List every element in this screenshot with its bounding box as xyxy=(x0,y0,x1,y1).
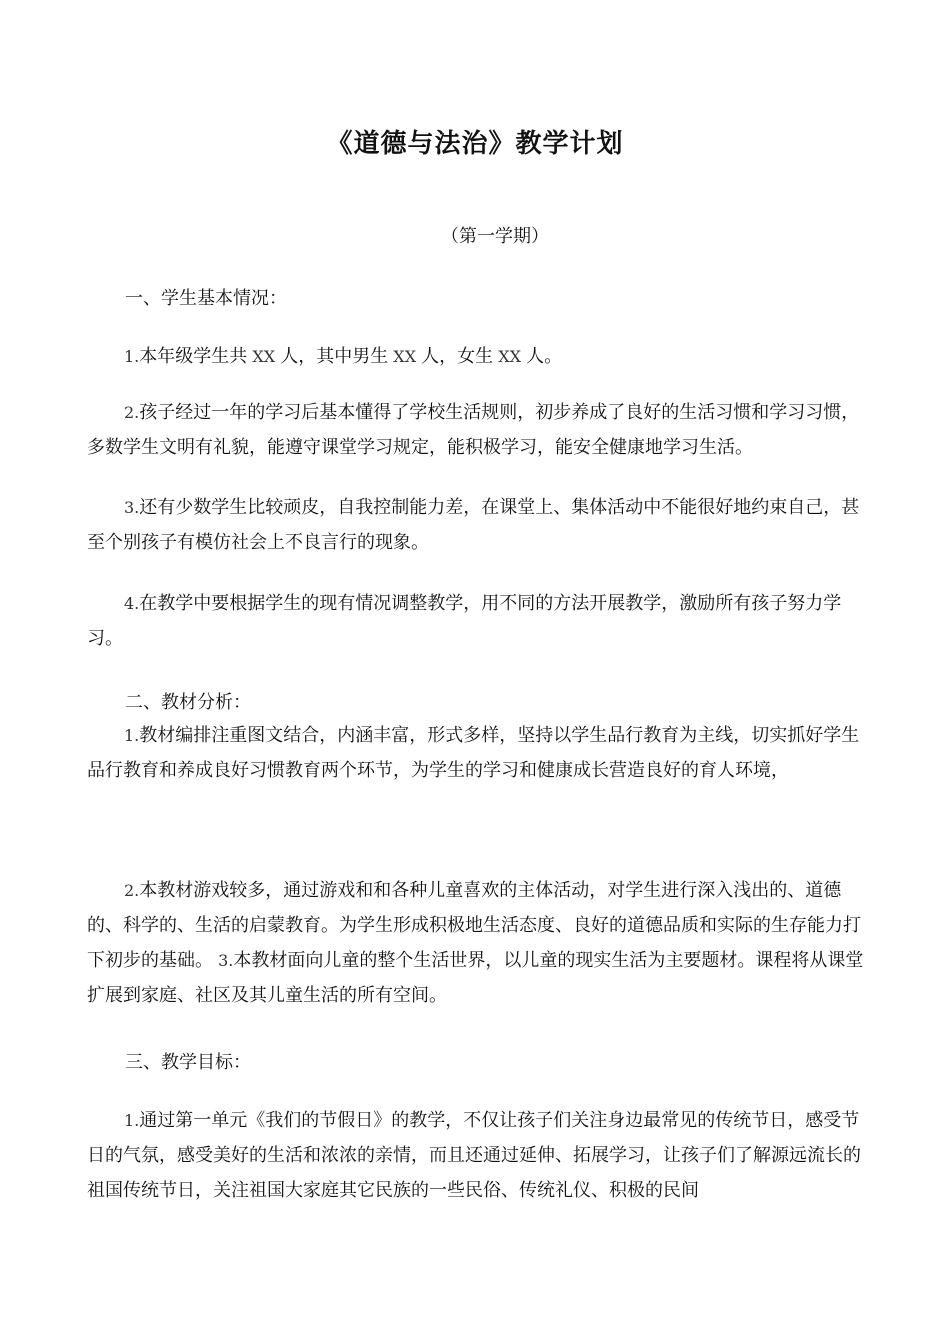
document-title: 《道德与法治》教学计划 xyxy=(326,129,624,159)
paragraph-text: 人。 xyxy=(526,346,563,367)
paragraph-text: 在教学中要根据学生的现有情况调整教学，用不同的方法开展教学，激励所有孩子努力学习。 xyxy=(87,593,842,649)
paragraph-text: 本年级学生共 xyxy=(139,346,248,367)
item-number: 1. xyxy=(124,726,140,745)
paragraph-text: 本教材游戏较多，通过游戏和和各种儿童喜欢的主体活动，对学生进行深入浅出的、道德的、科学的、生活的启蒙教育。为学生形成积极地生活态度、良好的道德品质和实际的生存能力打下初步的基础。 xyxy=(87,880,861,971)
paragraph-student-discipline xyxy=(87,490,865,560)
paragraph-text: 还有少数学生比较顽皮，自我控制能力差，在课堂上、集体活动中不能很好地约束自己，甚至个别孩子有模仿社会上不良言行的现象。 xyxy=(87,497,860,553)
paragraph-student-count xyxy=(87,339,865,374)
paragraph-text: 本教材面向儿童的整个生活世界，以儿童的现实生活为主要题材。课程将从课堂扩展到家庭、社区及其儿童生活的所有空间。 xyxy=(87,950,864,1006)
paragraph-teaching-adjustment xyxy=(87,586,865,656)
section-heading-students: 一、学生基本情况： xyxy=(125,288,287,309)
paragraph-text: 人，女生 xyxy=(421,346,494,367)
paragraph-text: 孩子经过一年的学习后基本懂得了学校生活规则，初步养成了良好的生活习惯和学习习惯，多数学生文明有礼貌，能遵守课堂学习规定，能积极学习，能安全健康地学习生活。 xyxy=(87,402,860,458)
placeholder-count: XX xyxy=(388,347,422,366)
item-number: 1. xyxy=(124,1111,140,1130)
paragraph-text: 人，其中男生 xyxy=(280,346,389,367)
document-subtitle: （第一学期） xyxy=(441,226,549,247)
section-heading-materials: 二、教材分析： xyxy=(125,692,251,713)
paragraph-material-games xyxy=(87,873,865,1013)
paragraph-material-layout xyxy=(87,718,865,788)
item-number: 3. xyxy=(213,951,234,970)
item-number: 1. xyxy=(124,347,140,366)
item-number: 3. xyxy=(124,498,140,517)
section-heading-goals: 三、教学目标： xyxy=(125,1052,251,1073)
item-number: 4. xyxy=(124,594,140,613)
paragraph-goal-holidays xyxy=(87,1103,865,1208)
paragraph-student-habits xyxy=(87,395,865,465)
placeholder-count: XX xyxy=(493,347,527,366)
placeholder-count: XX xyxy=(247,347,281,366)
paragraph-text: 通过第一单元《我们的节假日》的教学，不仅让孩子们关注身边最常见的传统节日，感受节日的气氛，感受美好的生活和浓浓的亲情，而且还通过延伸、拓展学习，让孩子们了解源远流长的祖国传统节日，关注祖国大家庭其它民族的一些民俗、传统礼仪、积极的民间 xyxy=(87,1110,861,1201)
paragraph-text: 教材编排注重图文结合，内涵丰富，形式多样，坚持以学生品行教育为主线，切实抓好学生品行教育和养成良好习惯教育两个环节，为学生的学习和健康成长营造良好的育人环境， xyxy=(87,725,860,781)
item-number: 2. xyxy=(124,403,140,422)
item-number: 2. xyxy=(124,881,140,900)
